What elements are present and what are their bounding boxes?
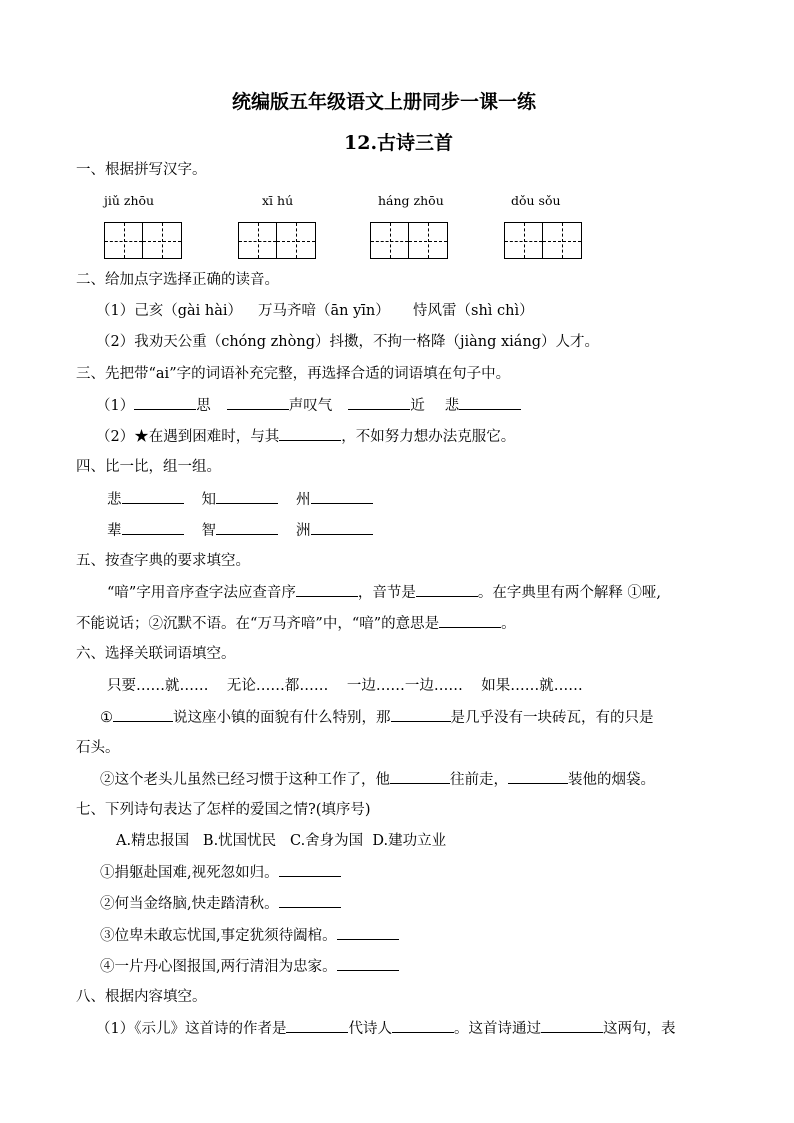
section-3-heading: 三、先把带“ai”字的词语补充完整，再选择合适的词语填在句子中。	[76, 366, 511, 382]
s8-text: 。这首诗通过	[453, 1021, 541, 1037]
s4-row-1	[107, 489, 373, 510]
s5-text: 不能说话；②沉默不语。在“万马齐喑”中，“喑”的意思是	[76, 616, 440, 632]
answer-blank[interactable]	[286, 1018, 348, 1033]
answer-blank[interactable]	[337, 925, 399, 940]
s4-char: 知	[201, 492, 216, 508]
answer-blank[interactable]	[279, 893, 341, 908]
answer-blank[interactable]	[390, 769, 450, 784]
s3-q2-tail: ，不如努力想办法克服它。	[341, 429, 516, 445]
s3-q2-text: （2）★在遇到困难时，与其	[96, 429, 280, 445]
answer-blank[interactable]	[337, 956, 399, 971]
answer-blank[interactable]	[113, 707, 173, 722]
answer-blank[interactable]	[279, 862, 341, 877]
s6-text: 装他的烟袋。	[568, 772, 655, 788]
s7-text: ②何当金络脑,快走踏清秋。	[100, 896, 279, 912]
s7-item-2	[100, 893, 341, 914]
s2-q2: （2）我劝天公重（chóng zhòng）抖擞，不拘一格降（jiàng xiáng）人才。	[96, 334, 600, 350]
s5-text: 。	[501, 616, 516, 632]
answer-blank[interactable]	[134, 395, 196, 410]
answer-blank[interactable]	[416, 582, 478, 597]
s2-q1-b: 万马齐喑（ān yīn）	[258, 303, 390, 319]
s4-char: 洲	[296, 523, 311, 539]
lesson-title: 12.古诗三首	[344, 132, 454, 154]
answer-blank[interactable]	[508, 769, 568, 784]
s4-char: 智	[201, 523, 216, 539]
s3-word-3: 近	[410, 398, 425, 414]
s5-text: 。在字典里有两个解释 ①哑,	[477, 585, 662, 601]
s6-q1-cont: 石头。	[76, 740, 120, 756]
s7-text: ④一片丹心图报国,两行清泪为忠家。	[100, 959, 337, 975]
s6-q2	[100, 769, 655, 790]
writing-grid-2[interactable]	[238, 222, 316, 259]
s2-q1-a: （1）己亥（gài hài）	[96, 303, 243, 319]
answer-blank[interactable]	[439, 613, 501, 628]
writing-grid-3[interactable]	[370, 222, 448, 259]
s7-item-1	[100, 862, 341, 883]
answer-blank[interactable]	[122, 520, 184, 535]
s7-text: ①捐躯赴国难,视死忽如归。	[100, 865, 279, 881]
s7-text: ③位卑未敢忘忧国,事定犹须待阖棺。	[100, 928, 337, 944]
s4-row-2	[107, 520, 373, 541]
s3-word-4: 悲	[444, 398, 460, 414]
answer-blank[interactable]	[348, 395, 410, 410]
s3-q2	[96, 426, 515, 447]
s3-word-2: 声叹气	[288, 398, 333, 414]
section-5-heading: 五、按查字典的要求填空。	[76, 553, 250, 569]
answer-blank[interactable]	[216, 489, 278, 504]
s7-item-3	[100, 925, 399, 946]
pinyin-2: xī hú	[262, 193, 294, 208]
s6-text: 说这座小镇的面貌有什么特别，那	[173, 710, 391, 726]
s6-q1	[100, 707, 654, 728]
pinyin-1: jiǔ zhōu	[104, 193, 155, 208]
answer-blank[interactable]	[392, 1018, 454, 1033]
document-title: 统编版五年级语文上册同步一课一练	[232, 91, 537, 113]
s5-line-1	[107, 582, 661, 603]
s7-options: A.精忠报国 B.忧国忧民 C.舍身为国 D.建功立业	[116, 833, 447, 849]
s7-item-4	[100, 956, 399, 977]
section-1-heading: 一、根据拼写汉字。	[76, 162, 207, 178]
s3-word-1: 思	[196, 398, 211, 414]
s8-text: 这两句，表	[602, 1021, 676, 1037]
section-2-heading: 二、给加点字选择正确的读音。	[76, 272, 279, 288]
s4-char: 州	[296, 492, 311, 508]
answer-blank[interactable]	[311, 520, 373, 535]
answer-blank[interactable]	[216, 520, 278, 535]
section-7-heading: 七、下列诗句表达了怎样的爱国之情?(填序号)	[76, 802, 371, 818]
writing-grid-1[interactable]	[104, 222, 182, 259]
s5-text: “喑”字用音序查字法应查音序	[107, 585, 296, 601]
answer-blank[interactable]	[296, 582, 358, 597]
section-6-heading: 六、选择关联词语填空。	[76, 646, 236, 662]
answer-blank[interactable]	[311, 489, 373, 504]
s3-q1-label: （1）	[96, 398, 135, 414]
pinyin-3: háng zhōu	[378, 193, 444, 208]
s5-text: ，音节是	[357, 585, 416, 601]
pinyin-4: dǒu sǒu	[511, 193, 561, 208]
writing-grid-4[interactable]	[504, 222, 582, 259]
section-8-heading: 八、根据内容填空。	[76, 989, 207, 1005]
s6-text: ①	[100, 710, 113, 726]
s5-line-2	[76, 613, 516, 634]
s6-text: 往前走，	[450, 772, 508, 788]
s8-q1	[96, 1018, 675, 1039]
s4-char: 辈	[107, 523, 122, 539]
s6-options: 只要……就…… 无论……都…… 一边……一边…… 如果……就……	[107, 678, 583, 694]
answer-blank[interactable]	[541, 1018, 603, 1033]
s2-q1-c: 恃风雷（shì chì）	[413, 303, 534, 319]
section-4-heading: 四、比一比，组一组。	[76, 459, 221, 475]
answer-blank[interactable]	[459, 395, 521, 410]
answer-blank[interactable]	[227, 395, 289, 410]
answer-blank[interactable]	[279, 426, 341, 441]
s6-text: ②这个老头儿虽然已经习惯于这种工作了，他	[100, 772, 390, 788]
answer-blank[interactable]	[122, 489, 184, 504]
s8-text: 代诗人	[348, 1021, 392, 1037]
answer-blank[interactable]	[391, 707, 451, 722]
s3-q1	[96, 395, 521, 416]
s4-char: 悲	[107, 492, 122, 508]
s6-text: 是几乎没有一块砖瓦，有的只是	[450, 710, 654, 726]
s8-text: （1）《示儿》这首诗的作者是	[96, 1021, 287, 1037]
